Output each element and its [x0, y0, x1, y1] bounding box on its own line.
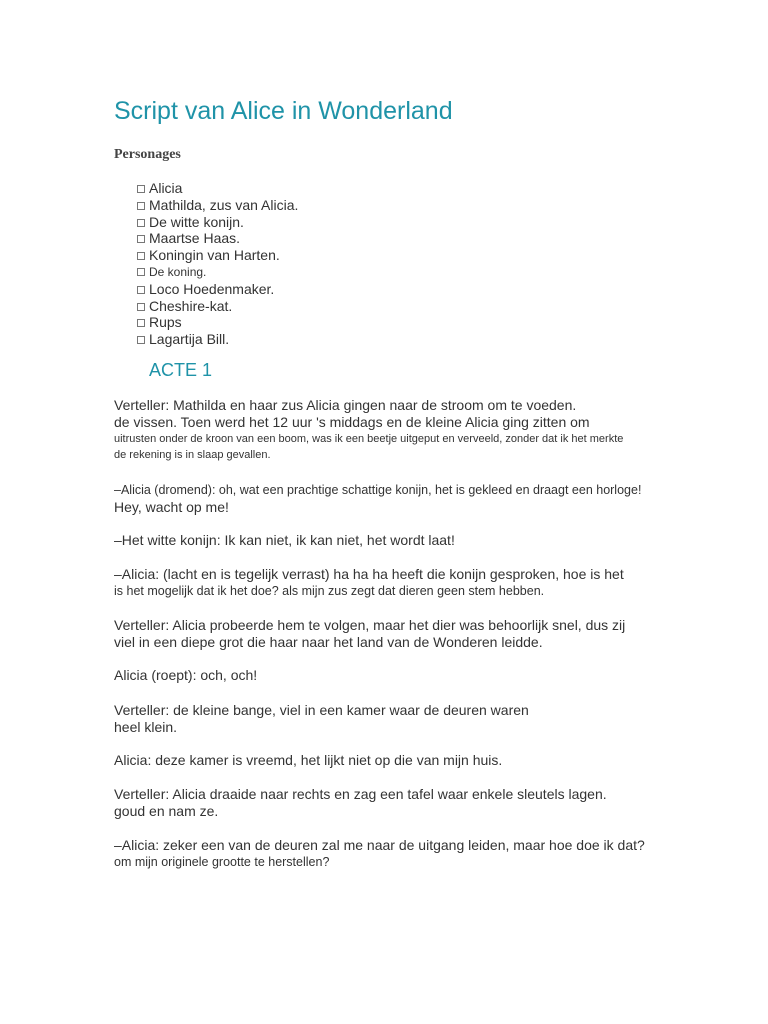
list-item: Loco Hoedenmaker.: [137, 281, 298, 298]
characters-list: [137, 180, 298, 348]
characters-heading: Personages: [114, 147, 181, 162]
script-line: Verteller: Alicia probeerde hem te volgen, maar het dier was behoorlijk snel, dus zij: [114, 617, 626, 633]
checkbox-bullet-icon: [137, 219, 145, 227]
script-line: heel klein.: [114, 719, 178, 735]
list-item: Alicia: [137, 180, 298, 197]
checkbox-bullet-icon: [137, 303, 145, 311]
checkbox-bullet-icon: [137, 252, 145, 260]
checkbox-bullet-icon: [137, 202, 145, 210]
script-line: goud en nam ze.: [114, 803, 219, 819]
list-item: Mathilda, zus van Alicia.: [137, 197, 298, 214]
list-item: De witte konijn.: [137, 214, 298, 231]
act-heading: ACTE 1: [149, 360, 213, 380]
checkbox-bullet-icon: [137, 336, 145, 344]
list-item: De koning.: [137, 264, 298, 281]
script-line: Verteller: Mathilda en haar zus Alicia gingen naar de stroom om te voeden.: [114, 397, 577, 413]
list-item: Cheshire-kat.: [137, 298, 298, 315]
script-line: Alicia: deze kamer is vreemd, het lijkt niet op die van mijn huis.: [114, 752, 503, 768]
script-line: –Alicia: (lacht en is tegelijk verrast) ha ha ha heeft die konijn gesproken, hoe is het: [114, 566, 624, 582]
script-line: –Alicia (dromend): oh, wat een prachtige schattige konijn, het is gekleed en draagt een horloge!: [114, 483, 642, 497]
checkbox-bullet-icon: [137, 185, 145, 193]
script-line: viel in een diepe grot die haar naar het land van de Wonderen leidde.: [114, 634, 543, 650]
script-line: Verteller: Alicia draaide naar rechts en zag een tafel waar enkele sleutels lagen.: [114, 786, 607, 802]
script-line: Alicia (roept): och, och!: [114, 667, 258, 683]
list-item: Koningin van Harten.: [137, 247, 298, 264]
list-item: Lagartija Bill.: [137, 331, 298, 348]
script-line: de rekening is in slaap gevallen.: [114, 449, 271, 461]
checkbox-bullet-icon: [137, 319, 145, 327]
script-line: uitrusten onder de kroon van een boom, was ik een beetje uitgeput en verveeld, zonder dat ik het merkte: [114, 433, 624, 445]
checkbox-bullet-icon: [137, 235, 145, 243]
script-line: Verteller: de kleine bange, viel in een kamer waar de deuren waren: [114, 702, 529, 718]
script-line: om mijn originele grootte te herstellen?: [114, 855, 330, 869]
script-line: –Het witte konijn: Ik kan niet, ik kan niet, het wordt laat!: [114, 532, 455, 548]
script-line: is het mogelijk dat ik het doe? als mijn zus zegt dat dieren geen stem hebben.: [114, 584, 545, 598]
checkbox-bullet-icon: [137, 268, 145, 276]
document-title: Script van Alice in Wonderland: [114, 97, 453, 125]
script-line: Hey, wacht op me!: [114, 499, 229, 515]
checkbox-bullet-icon: [137, 286, 145, 294]
script-line: –Alicia: zeker een van de deuren zal me naar de uitgang leiden, maar hoe doe ik dat?: [114, 837, 645, 853]
script-line: de vissen. Toen werd het 12 uur 's middags en de kleine Alicia ging zitten om: [114, 414, 590, 430]
list-item: Maartse Haas.: [137, 230, 298, 247]
list-item: Rups: [137, 314, 298, 331]
